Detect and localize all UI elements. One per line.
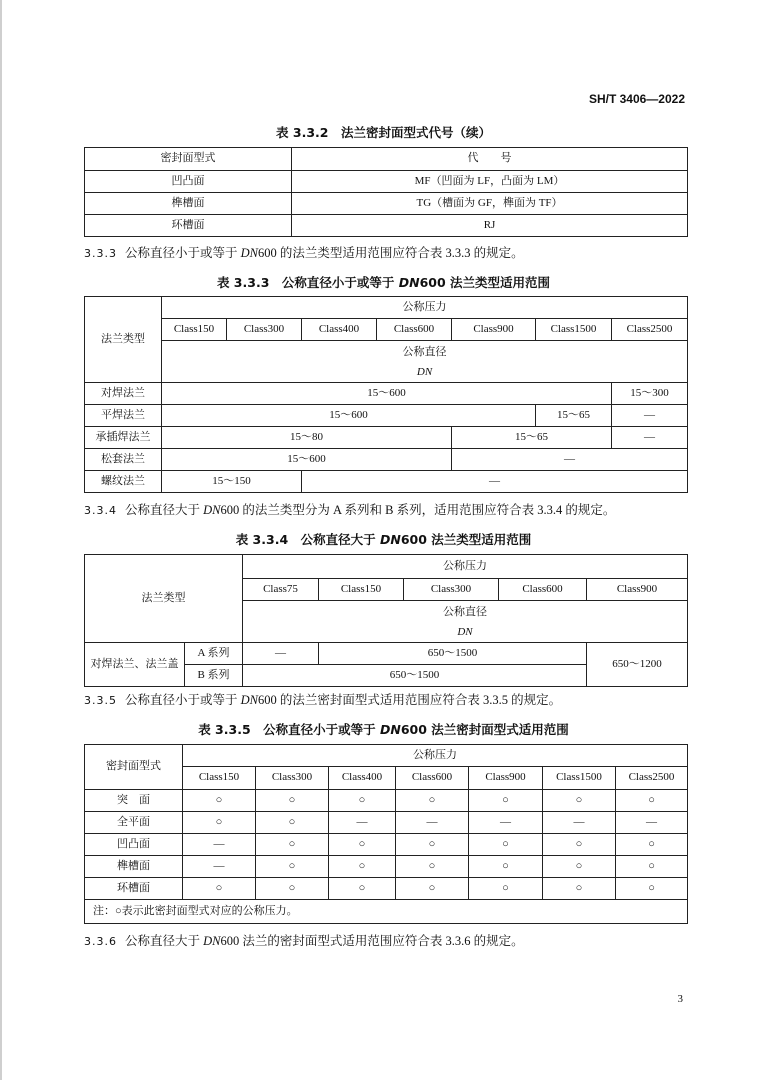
table-cell: ○ — [396, 878, 469, 900]
class-header: Class2500 — [616, 767, 688, 790]
title-text: 表 3.3.5 公称直径小于或等于 — [198, 722, 380, 737]
table-note: 注：○表示此密封面型式对应的公称压力。 — [85, 900, 688, 924]
table-cell: 15～65 — [452, 427, 612, 449]
clause-336 — [84, 931, 524, 949]
class-header: Class600 — [499, 579, 587, 601]
class-header: Class150 — [162, 319, 227, 341]
table-cell: ○ — [616, 790, 688, 812]
table-333 — [84, 296, 688, 493]
row-header: 法兰类型 — [85, 555, 243, 643]
table-cell: ○ — [329, 878, 396, 900]
table-row — [85, 834, 688, 856]
table-row — [85, 449, 688, 471]
table-cell: 15～65 — [536, 405, 612, 427]
class-header: Class900 — [452, 319, 536, 341]
flange-type: 螺纹法兰 — [85, 471, 162, 493]
table-cell: 环槽面 — [85, 215, 292, 237]
table-cell: ○ — [256, 834, 329, 856]
facing-type: 榫槽面 — [85, 856, 183, 878]
table-332-title: 表 3.3.2 法兰密封面型式代号（续） — [276, 125, 491, 140]
table-row — [85, 171, 688, 193]
table-row — [85, 878, 688, 900]
facing-type: 环槽面 — [85, 878, 183, 900]
pressure-label: 公称压力 — [183, 745, 688, 767]
series-label: B 系列 — [185, 665, 243, 687]
class-header: Class150 — [183, 767, 256, 790]
title-text: 600 法兰密封面型式适用范围 — [400, 722, 569, 737]
clause-text: 公称直径大于 — [125, 934, 204, 948]
table-334 — [84, 554, 688, 687]
table-cell: — — [469, 812, 543, 834]
clause-text: 600 的法兰类型分为 A 系列和 B 系列，适用范围应符合表 3.3.4 的规定。 — [220, 503, 616, 517]
table-cell: 650～1500 — [243, 665, 587, 687]
dn-symbol: DN — [416, 365, 433, 378]
table-335-title — [0, 720, 767, 738]
class-header: Class400 — [302, 319, 377, 341]
table-334-title — [0, 530, 767, 548]
table-cell: — — [616, 812, 688, 834]
table-cell: MF（凹面为 LF，凸面为 LM） — [292, 171, 688, 193]
table-332-head: 密封面型式 — [85, 148, 292, 171]
table-cell: ○ — [469, 878, 543, 900]
table-cell: ○ — [183, 812, 256, 834]
clause-text: 公称直径小于或等于 — [125, 693, 241, 707]
class-header: Class1500 — [543, 767, 616, 790]
class-header: Class900 — [469, 767, 543, 790]
table-335 — [84, 744, 688, 924]
class-header: Class1500 — [536, 319, 612, 341]
table-cell: ○ — [616, 856, 688, 878]
table-cell: ○ — [329, 856, 396, 878]
table-cell: ○ — [543, 878, 616, 900]
table-row — [85, 812, 688, 834]
table-cell: — — [183, 856, 256, 878]
clause-number: 3.3.4 — [84, 504, 117, 517]
table-cell: ○ — [256, 812, 329, 834]
class-header: Class2500 — [612, 319, 688, 341]
table-cell: ○ — [543, 790, 616, 812]
table-cell: ○ — [329, 790, 396, 812]
dn-symbol: DN — [240, 246, 259, 260]
table-cell: RJ — [292, 215, 688, 237]
title-text: 600 法兰类型适用范围 — [419, 275, 551, 290]
table-cell: ○ — [616, 878, 688, 900]
flange-type: 松套法兰 — [85, 449, 162, 471]
table-row — [85, 790, 688, 812]
class-header: Class300 — [404, 579, 499, 601]
standard-code: SH/T 3406—2022 — [588, 92, 685, 106]
diameter-text: 公称直径 — [402, 345, 447, 358]
clause-text: 600 法兰的密封面型式适用范围应符合表 3.3.6 的规定。 — [220, 934, 524, 948]
table-cell: 15～600 — [162, 405, 536, 427]
clause-text: 600 的法兰密封面型式适用范围应符合表 3.3.5 的规定。 — [258, 693, 562, 707]
table-cell: 15～600 — [162, 383, 612, 405]
table-cell: ○ — [396, 790, 469, 812]
table-cell: — — [243, 643, 319, 665]
class-header: Class75 — [243, 579, 319, 601]
flange-type: 承插焊法兰 — [85, 427, 162, 449]
table-cell: ○ — [543, 834, 616, 856]
table-row — [85, 193, 688, 215]
table-cell: 15～300 — [612, 383, 688, 405]
clause-number: 3.3.6 — [84, 935, 117, 948]
table-row — [85, 427, 688, 449]
pressure-label: 公称压力 — [162, 297, 688, 319]
table-cell: 15～80 — [162, 427, 452, 449]
table-332-head: 代 号 — [292, 148, 688, 171]
table-row — [85, 383, 688, 405]
table-cell: ○ — [543, 856, 616, 878]
table-cell: 15～150 — [162, 471, 302, 493]
clause-335 — [84, 690, 561, 708]
class-header: Class900 — [587, 579, 688, 601]
table-cell: — — [302, 471, 688, 493]
clause-number: 3.3.5 — [84, 694, 117, 707]
page-number: 3 — [677, 993, 683, 1005]
table-cell: — — [183, 834, 256, 856]
table-cell: TG（槽面为 GF，榫面为 TF） — [292, 193, 688, 215]
table-cell: ○ — [396, 856, 469, 878]
table-cell: ○ — [469, 834, 543, 856]
diameter-text: 公称直径 — [443, 605, 487, 618]
facing-type: 全平面 — [85, 812, 183, 834]
table-cell: — — [612, 427, 688, 449]
dn-symbol: DN — [380, 722, 401, 737]
table-cell: ○ — [329, 834, 396, 856]
table-cell: ○ — [616, 834, 688, 856]
dn-symbol: DN — [380, 532, 401, 547]
dn-symbol: DN — [203, 503, 221, 517]
table-cell: ○ — [469, 856, 543, 878]
flange-type: 平焊法兰 — [85, 405, 162, 427]
table-row — [85, 643, 688, 665]
title-text: 表 3.3.4 公称直径大于 — [235, 532, 380, 547]
class-header: Class600 — [396, 767, 469, 790]
table-cell: 650～1500 — [319, 643, 587, 665]
dn-symbol: DN — [240, 693, 259, 707]
dn-symbol: DN — [457, 625, 473, 638]
pressure-label: 公称压力 — [243, 555, 688, 579]
clause-number: 3.3.3 — [84, 247, 117, 260]
table-cell: ○ — [256, 856, 329, 878]
table-cell: 榫槽面 — [85, 193, 292, 215]
diameter-label — [162, 341, 688, 383]
class-header: Class300 — [227, 319, 302, 341]
table-cell: ○ — [183, 790, 256, 812]
dn-symbol: DN — [203, 934, 221, 948]
row-header: 法兰类型 — [85, 297, 162, 383]
clause-text: 公称直径大于 — [125, 503, 204, 517]
class-header: Class300 — [256, 767, 329, 790]
table-cell: ○ — [256, 790, 329, 812]
diameter-label — [243, 601, 688, 643]
table-row — [85, 471, 688, 493]
table-cell: — — [396, 812, 469, 834]
flange-type: 对焊法兰 — [85, 383, 162, 405]
table-cell: — — [452, 449, 688, 471]
table-cell: ○ — [396, 834, 469, 856]
table-cell: — — [612, 405, 688, 427]
clause-text: 600 的法兰类型适用范围应符合表 3.3.3 的规定。 — [258, 246, 524, 260]
table-cell: — — [543, 812, 616, 834]
row-header: 密封面型式 — [85, 745, 183, 790]
clause-333 — [84, 243, 524, 261]
clause-text: 公称直径小于或等于 — [125, 246, 241, 260]
class-header: Class400 — [329, 767, 396, 790]
facing-type: 突 面 — [85, 790, 183, 812]
table-row — [85, 856, 688, 878]
table-cell: 15～600 — [162, 449, 452, 471]
title-text: 600 法兰类型适用范围 — [400, 532, 532, 547]
facing-type: 凹凸面 — [85, 834, 183, 856]
table-row — [85, 405, 688, 427]
table-cell: ○ — [256, 878, 329, 900]
table-cell: 凹凸面 — [85, 171, 292, 193]
dn-symbol: DN — [398, 275, 420, 290]
title-text: 表 3.3.3 公称直径小于或等于 — [216, 275, 399, 290]
table-cell: — — [329, 812, 396, 834]
flange-group: 对焊法兰、法兰盖 — [85, 643, 185, 687]
class-header: Class150 — [319, 579, 404, 601]
table-333-title — [0, 273, 767, 291]
table-row — [85, 215, 688, 237]
series-label: A 系列 — [185, 643, 243, 665]
class-header: Class600 — [377, 319, 452, 341]
table-332 — [84, 147, 688, 237]
table-cell: ○ — [469, 790, 543, 812]
clause-334 — [84, 500, 615, 518]
table-cell: ○ — [183, 878, 256, 900]
table-cell: 650～1200 — [587, 643, 688, 687]
